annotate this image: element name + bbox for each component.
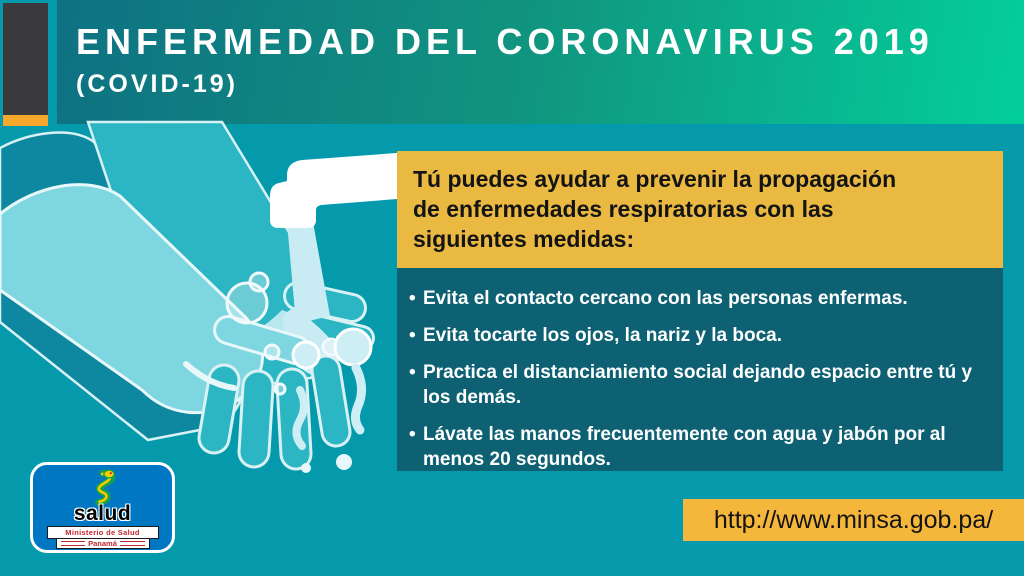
header-banner [57, 0, 1024, 124]
logo-country [56, 539, 150, 549]
measures-list [409, 286, 989, 472]
bullet-glyph: • [409, 288, 416, 309]
caduceus-serpent-icon [82, 468, 124, 506]
measures-panel [397, 268, 1003, 471]
intro-box [397, 151, 1003, 268]
measure-item [409, 323, 989, 348]
page-subtitle: (COVID-19) [76, 70, 238, 98]
bullet-glyph: • [409, 325, 416, 346]
intro-line: de enfermedades respiratorias con las [413, 196, 834, 222]
website-url: http://www.minsa.gob.pa/ [713, 505, 994, 534]
logo-country-text: Panamá [88, 539, 117, 548]
measure-item [409, 360, 989, 410]
droplet [301, 463, 311, 473]
measure-text: Practica el distanciamiento social dejando espacio entre tú y los demás. [423, 362, 973, 408]
measure-item [409, 286, 989, 311]
droplet [336, 454, 352, 470]
minsa-logo [30, 462, 175, 553]
website-bar [683, 499, 1024, 541]
logo-ministry: Ministerio de Salud [47, 526, 159, 539]
bullet-glyph: • [409, 362, 416, 383]
measure-text: Evita el contacto cercano con las personas enfermas. [423, 288, 908, 309]
intro-line: Tú puedes ayudar a prevenir la propagación [413, 166, 897, 192]
intro-line: siguientes medidas: [413, 226, 635, 252]
left-accent-bar [3, 3, 48, 115]
logo-name: salud [73, 502, 132, 525]
bullet-glyph: • [409, 424, 416, 445]
page-title: ENFERMEDAD DEL CORONAVIRUS 2019 [76, 21, 934, 62]
measure-text: Lávate las manos frecuentemente con agua y jabón por al menos 20 segundos. [423, 424, 946, 470]
measure-item [409, 422, 989, 472]
handwashing-illustration [0, 118, 410, 478]
measure-text: Evita tocarte los ojos, la nariz y la boca. [423, 325, 783, 346]
faucet-icon [270, 152, 410, 228]
